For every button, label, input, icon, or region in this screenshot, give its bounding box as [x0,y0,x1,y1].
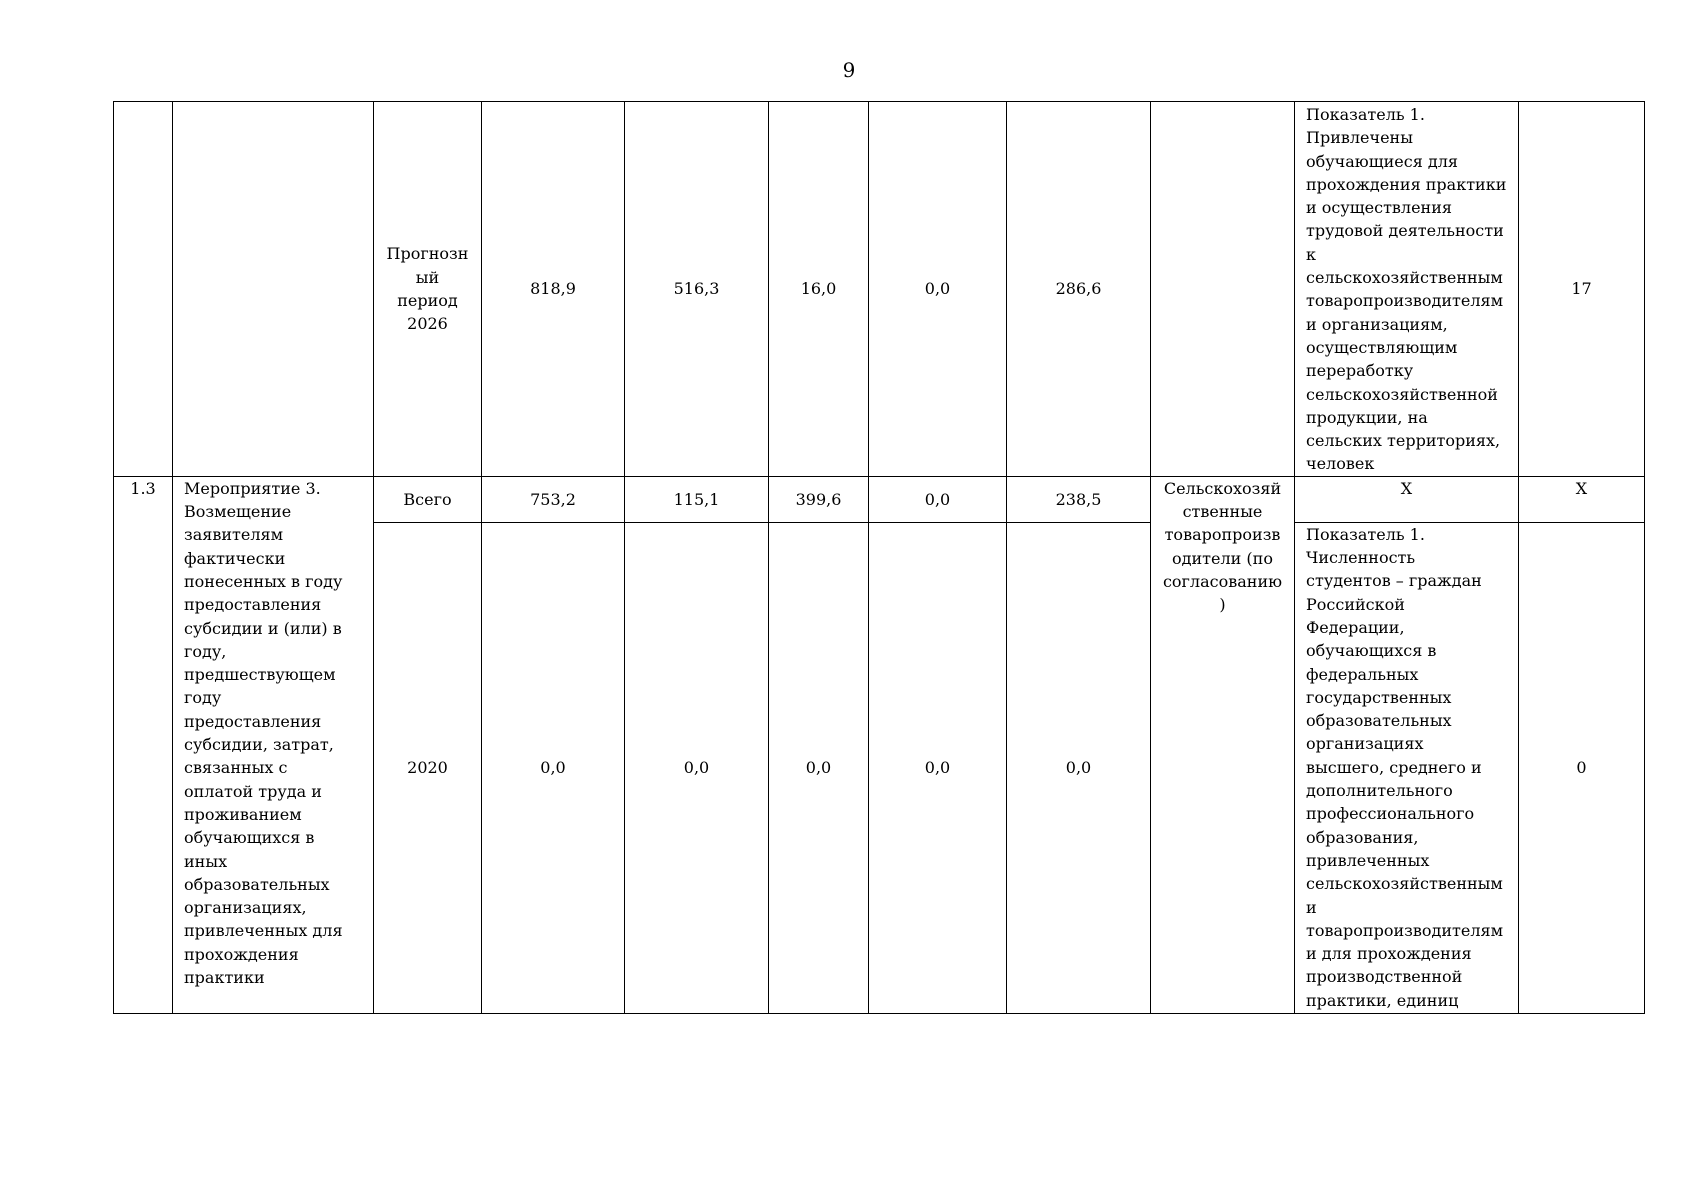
indicator-value-cell: X [1519,476,1645,522]
table-row-forecast-2026 [114,102,1645,477]
item-number-cell-empty [114,102,173,477]
program-activities-table [113,101,1645,1014]
amount-cell-1: 115,1 [625,476,769,522]
table-row-item-1-3-total [114,476,1645,522]
executor-cell-empty [1151,102,1295,477]
period-cell: 2020 [374,522,482,1013]
amount-cell-2: 399,6 [769,476,869,522]
indicator-value-cell: 0 [1519,522,1645,1013]
total-amount-cell: 818,9 [482,102,625,477]
amount-cell-4: 286,6 [1007,102,1151,477]
amount-cell-4: 238,5 [1007,476,1151,522]
amount-cell-3: 0,0 [869,476,1007,522]
amount-cell-4: 0,0 [1007,522,1151,1013]
indicator-cell: Показатель 1. Привлечены обучающиеся для прохождения практики и осуществления трудовой деятельности к сельскохозяйственным товаропроизводителям и организациям, осуществляющим переработку сельскохозяйственной продукции, на сельских территориях, человек [1295,102,1519,477]
amount-cell-1: 516,3 [625,102,769,477]
item-name-cell-empty [173,102,374,477]
period-cell: Всего [374,476,482,522]
total-amount-cell: 753,2 [482,476,625,522]
amount-cell-1: 0,0 [625,522,769,1013]
page-number: 9 [842,58,856,82]
indicator-cell: X [1295,476,1519,522]
amount-cell-2: 16,0 [769,102,869,477]
indicator-value-cell: 17 [1519,102,1645,477]
item-number-cell: 1.3 [114,476,173,1013]
indicator-cell: Показатель 1. Численность студентов – граждан Российской Федерации, обучающихся в федеральных государственных образовательных организациях высшего, среднего и дополнительного профессионального образования, привлеченных сельскохозяйственным и товаропроизводителям и для прохождения производственной практики, единиц [1295,522,1519,1013]
amount-cell-2: 0,0 [769,522,869,1013]
amount-cell-3: 0,0 [869,102,1007,477]
amount-cell-3: 0,0 [869,522,1007,1013]
item-name-cell: Мероприятие 3. Возмещение заявителям фактически понесенных в году предоставления субсидии и (или) в году, предшествующем году предоставления субсидии, затрат, связанных с оплатой труда и проживанием обучающихся в иных образовательных организациях, привлеченных для прохождения практики [173,476,374,1013]
executor-cell: Сельскохозяй ственные товаропроизв одители (по согласованию ) [1151,476,1295,1013]
total-amount-cell: 0,0 [482,522,625,1013]
period-cell: Прогнозн ый период 2026 [374,102,482,477]
